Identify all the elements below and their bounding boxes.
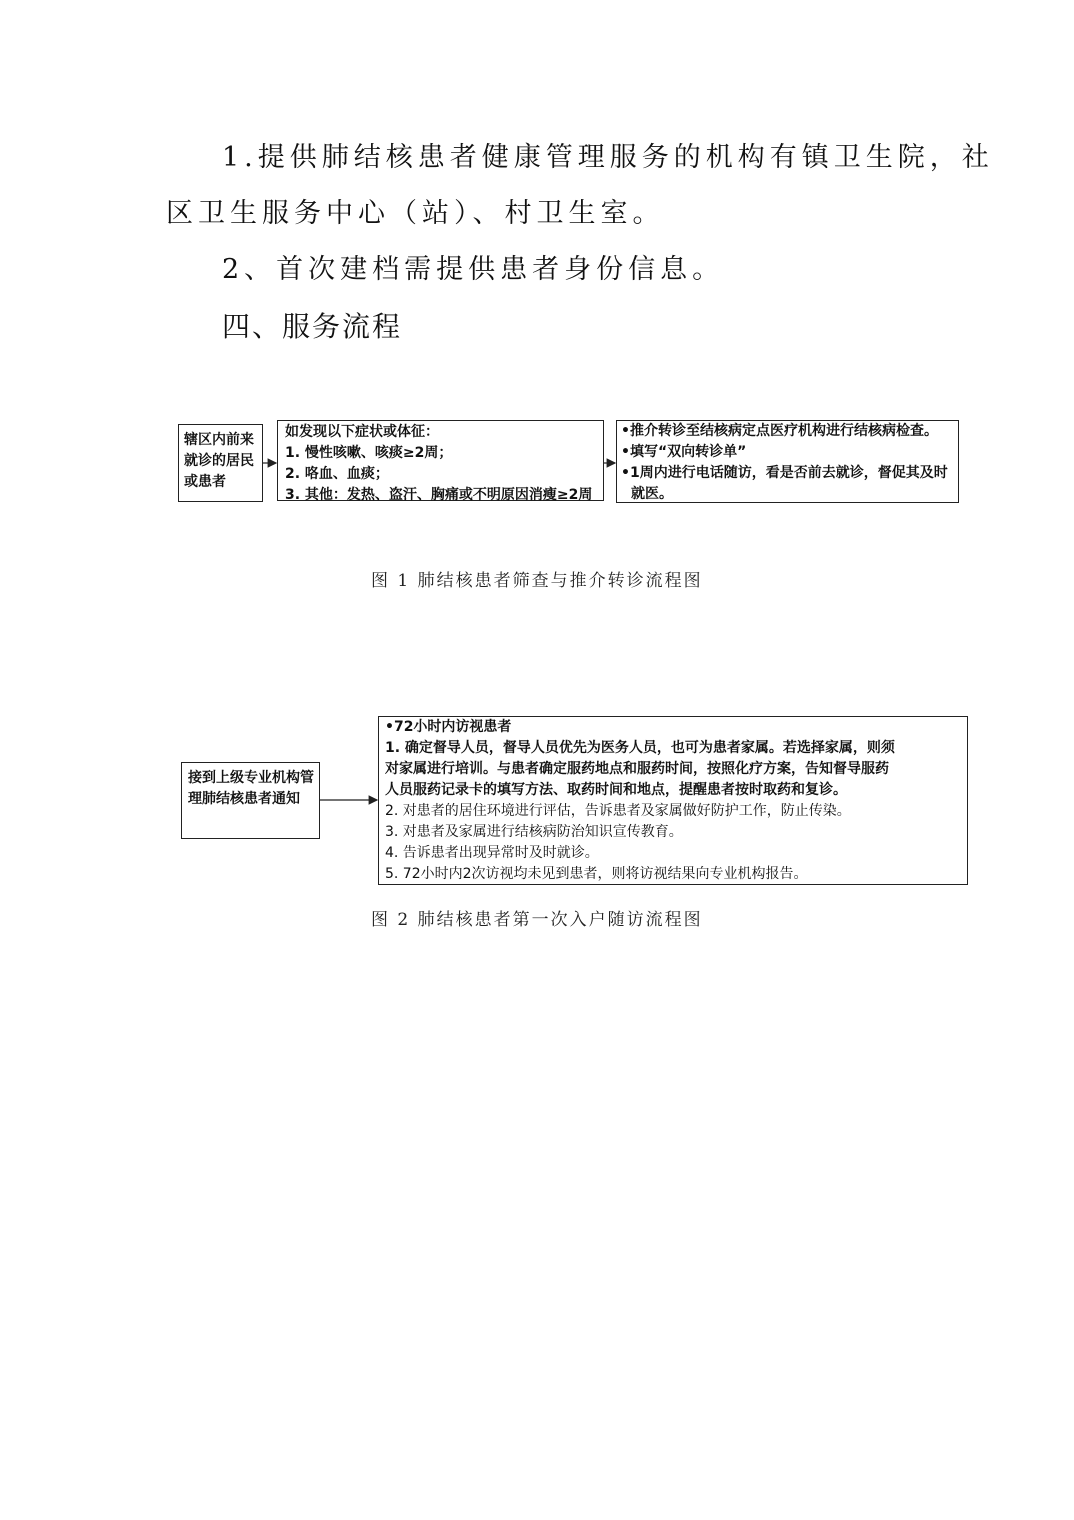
flow1-action-line: •填写“双向转诊单” (621, 444, 747, 460)
flow2-step-line: 3. 对患者及家属进行结核病防治知识宣传教育。 (385, 824, 683, 840)
flow2-step-line: 1. 确定督导人员，督导人员优先为医务人员，也可为患者家属。若选择家属，则须 (385, 740, 895, 756)
flow1-symptom-line: 2. 咯血、血痰； (285, 466, 389, 482)
flow1-symptom-line: 1. 慢性咳嗽、咳痰≥2周； (285, 445, 453, 461)
flow1-symptom-line: 如发现以下症状或体征： (285, 424, 439, 440)
flow2-start-text: 接到上级专业机构管理肺结核患者通知 (188, 770, 314, 807)
flow1-action-line: 就医。 (631, 486, 673, 502)
flow1-start-line: 就诊的居民 (184, 453, 254, 469)
paragraph-2: 2、首次建档需提供患者身份信息。 (222, 254, 725, 285)
flow1-action-line: •推介转诊至结核病定点医疗机构进行结核病检查。 (621, 423, 938, 439)
figure1-caption: 图 1 肺结核患者筛查与推介转诊流程图 (371, 571, 703, 591)
flow2-step-line: 4. 告诉患者出现异常时及时就诊。 (385, 845, 599, 861)
flow2-step-line: 2. 对患者的居住环境进行评估，告诉患者及家属做好防护工作，防止传染。 (385, 803, 851, 819)
section-heading: 四、服务流程 (222, 310, 403, 343)
flow1-action-line: •1周内进行电话随访，看是否前去就诊，督促其及时 (621, 465, 948, 481)
figure2-caption: 图 2 肺结核患者第一次入户随访流程图 (371, 910, 703, 930)
flow2-step-line: •72小时内访视患者 (385, 719, 512, 735)
flow1-start-line: 或患者 (184, 474, 226, 490)
paragraph-1-line-1: 1.提供肺结核患者健康管理服务的机构有镇卫生院，社 (222, 142, 994, 173)
flow1-start-line: 辖区内前来 (184, 432, 254, 448)
paragraph-1-line-2: 区卫生服务中心（站）、村卫生室。 (166, 198, 665, 229)
flow1-symptom-line: 3. 其他：发热、盗汗、胸痛或不明原因消瘦≥2周 (285, 487, 593, 503)
flow2-step-line: 人员服药记录卡的填写方法、取药时间和地点，提醒患者按时取药和复诊。 (385, 782, 847, 798)
flow2-step-line: 5. 72小时内2次访视均未见到患者，则将访视结果向专业机构报告。 (385, 866, 808, 882)
flow2-step-line: 对家属进行培训。与患者确定服药地点和服药时间，按照化疗方案，告知督导服药 (385, 761, 889, 777)
